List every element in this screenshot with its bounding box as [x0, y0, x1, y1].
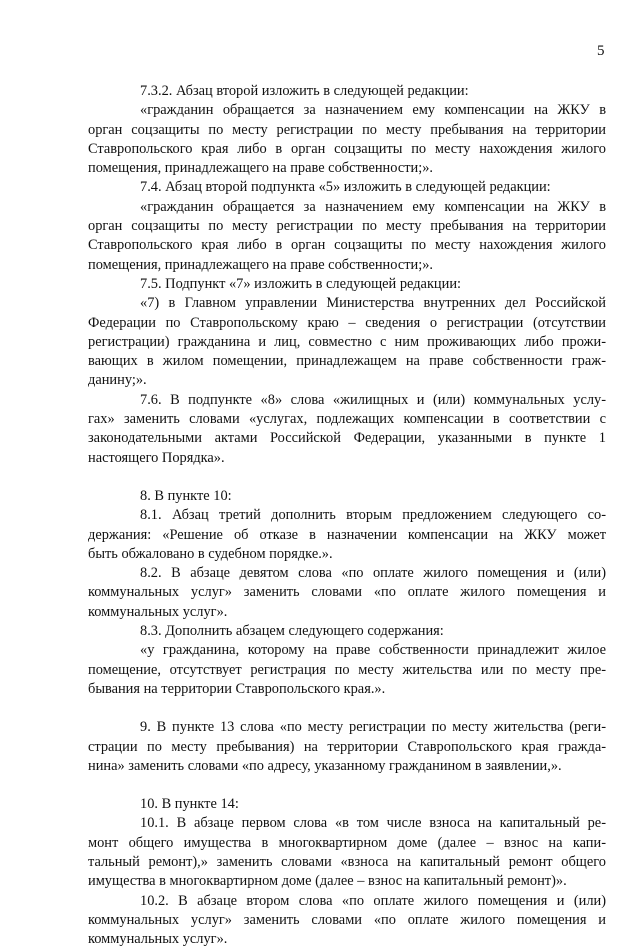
text-line: монт общего имущества в многоквартирном доме (далее – взнос на капи- — [88, 834, 606, 851]
text-line: Ставропольского края либо в орган соцзащиты по месту нахождения жилого — [88, 140, 606, 157]
text-line: помещение, отсутствует регистрация по месту жительства или по месту пре- — [88, 661, 606, 678]
text-line: коммунальных услуг». — [88, 603, 228, 620]
paragraph — [88, 718, 606, 776]
text-line: 7.3.2. Абзац второй изложить в следующей редакции: — [140, 83, 469, 99]
text-line: регистрации) гражданина и лиц, совместно с ним проживающих либо прожи- — [88, 333, 606, 350]
text-line: бывания на территории Ставропольского края.». — [88, 680, 386, 697]
text-line: коммунальных услуг». — [88, 931, 228, 948]
text-line: коммунальных услуг» заменить словами «по оплате жилого помещения и — [88, 584, 606, 601]
text-line: 7.6. В подпункте «8» слова «жилищных и (или) коммунальных услу- — [140, 391, 606, 408]
text-line: гах» заменить словами «услугах, подлежащих компенсации в соответствии с — [88, 411, 606, 428]
paragraph — [88, 564, 606, 622]
text-line: помещения, принадлежащего на праве собственности;». — [88, 160, 433, 177]
paragraph-gap — [88, 699, 606, 718]
paragraph — [88, 622, 606, 641]
text-line: «7) в Главном управлении Министерства внутренних дел Российской — [140, 295, 606, 312]
paragraph — [88, 178, 606, 197]
paragraph — [88, 641, 606, 699]
paragraph-gap — [88, 776, 606, 795]
text-line: 10. В пункте 14: — [140, 796, 239, 813]
text-line: 10.2. В абзаце втором слова «по оплате жилого помещения и (или) — [140, 892, 606, 909]
paragraph — [88, 506, 606, 564]
text-line: 8.1. Абзац третий дополнить вторым предложением следующего со- — [140, 507, 606, 524]
text-line: 7.4. Абзац второй подпункта «5» изложить в следующей редакции: — [140, 179, 551, 196]
text-line: тальный ремонт),» заменить словами «взноса на капитальный ремонт общего — [88, 853, 606, 870]
text-line: коммунальных услуг» заменить словами «по оплате жилого помещения и — [88, 911, 606, 928]
text-line: вающих в жилом помещении, принадлежащем на праве собственности граж- — [88, 353, 606, 370]
text-line: «гражданин обращается за назначением ему компенсации на ЖКУ в — [140, 102, 606, 119]
text-line: имущества в многоквартирном доме (далее – взнос на капитальный ремонт)». — [88, 873, 567, 890]
paragraph — [88, 391, 606, 468]
text-line: 10.1. В абзаце первом слова «в том числе взноса на капитальный ре- — [140, 815, 606, 832]
text-line: орган соцзащиты по месту регистрации по месту пребывания на территории — [88, 121, 606, 138]
paragraph — [88, 101, 606, 178]
document-body — [88, 82, 606, 949]
text-line: быть обжаловано в судебном порядке.». — [88, 545, 333, 562]
paragraph — [88, 275, 606, 294]
text-line: Федерации по Ставропольскому краю – сведения о регистрации (отсутствии — [88, 314, 606, 331]
text-line: 8.3. Дополнить абзацем следующего содержания: — [140, 623, 444, 640]
paragraph — [88, 198, 606, 275]
paragraph — [88, 487, 606, 506]
text-line: 9. В пункте 13 слова «по месту регистрации по месту жительства (реги- — [140, 719, 606, 736]
paragraph — [88, 814, 606, 891]
text-line: 8. В пункте 10: — [140, 487, 232, 504]
text-line: 8.2. В абзаце девятом слова «по оплате жилого помещения и (или) — [140, 565, 606, 582]
text-line: «гражданин обращается за назначением ему компенсации на ЖКУ в — [140, 198, 606, 215]
text-line: держания: «Решение об отказе в назначении компенсации на ЖКУ может — [88, 526, 606, 543]
paragraph — [88, 82, 606, 101]
paragraph — [88, 892, 606, 949]
paragraph-gap — [88, 468, 606, 487]
text-line: нина» заменить словами «по адресу, указанному гражданином в заявлении,». — [88, 757, 562, 774]
text-line: «у гражданина, которому на праве собственности принадлежит жилое — [140, 642, 606, 659]
text-line: настоящего Порядка». — [88, 449, 225, 466]
text-line: данину;». — [88, 372, 147, 389]
text-line: орган соцзащиты по месту регистрации по месту пребывания на территории — [88, 218, 606, 235]
text-line: помещения, принадлежащего на праве собственности;». — [88, 256, 433, 273]
text-line: Ставропольского края либо в орган соцзащиты по месту нахождения жилого — [88, 237, 606, 254]
page-number: 5 — [597, 43, 605, 59]
paragraph — [88, 294, 606, 390]
text-line: страции по месту пребывания) на территории Ставропольского края гражда- — [88, 738, 606, 755]
text-line: 7.5. Подпункт «7» изложить в следующей редакции: — [140, 275, 462, 292]
paragraph — [88, 795, 606, 814]
text-line: законодательными актами Российской Федерации, указанными в пункте 1 — [88, 430, 606, 447]
